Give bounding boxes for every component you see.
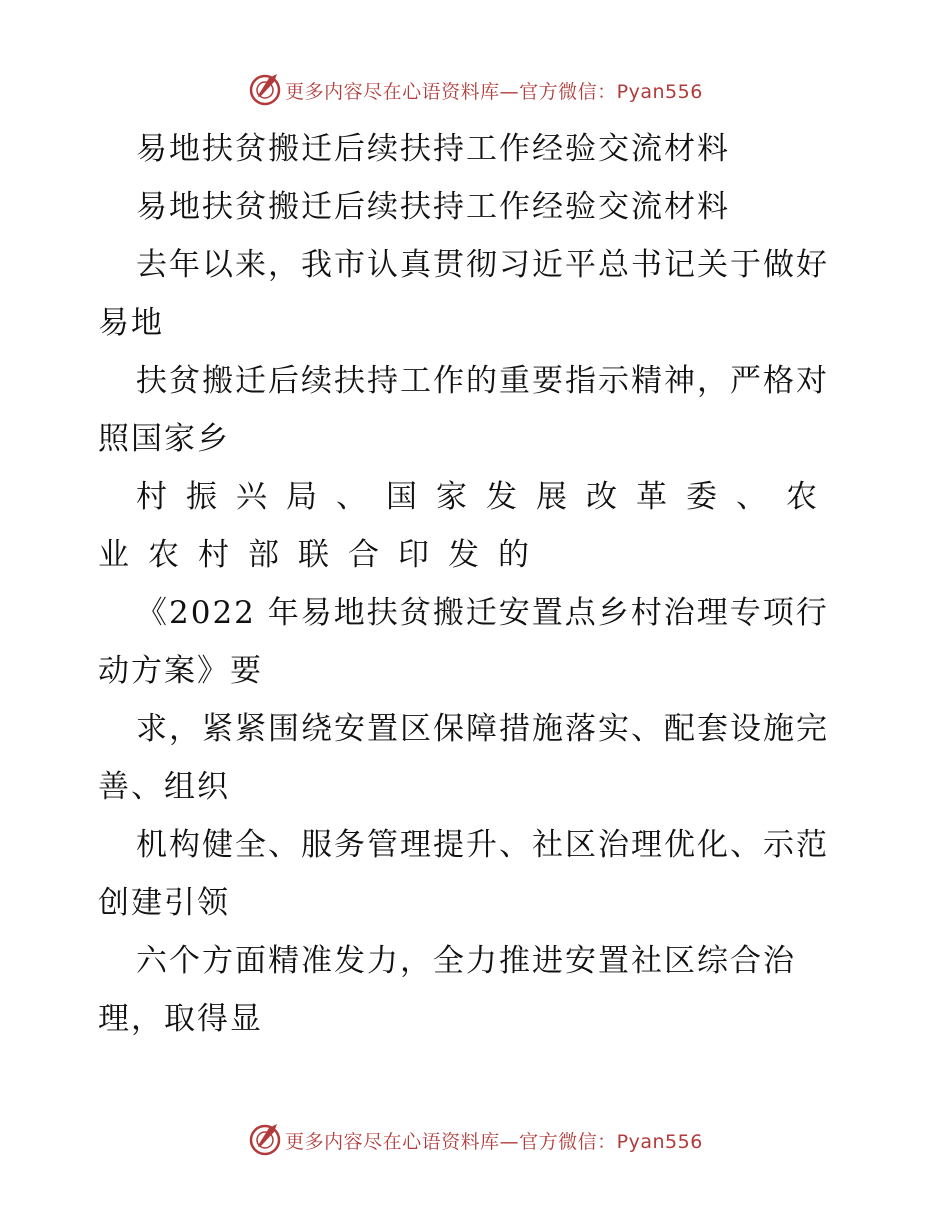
text-line: 照国家乡 [98, 421, 230, 457]
pen-logo-icon [247, 1122, 283, 1158]
text-line: 村振兴局、国家发展改革委、农 [136, 479, 836, 515]
text-line: 易地扶贫搬迁后续扶持工作经验交流材料 [136, 131, 730, 167]
banner-text: 更多内容尽在心语资料库—官方微信：Pyan556 [285, 1130, 703, 1153]
text-line: 易地扶贫搬迁后续扶持工作经验交流材料 [136, 189, 730, 225]
text-line: 创建引领 [98, 885, 230, 921]
text-line: 易地 [98, 305, 164, 341]
banner-text: 更多内容尽在心语资料库—官方微信：Pyan556 [285, 80, 703, 103]
text-line: 去年以来，我市认真贯彻习近平总书记关于做好 [136, 247, 829, 283]
text-line: 善、组织 [98, 769, 230, 805]
footer-banner [0, 1120, 950, 1160]
text-line: 求，紧紧围绕安置区保障措施落实、配套设施完 [136, 711, 829, 747]
text-line: 扶贫搬迁后续扶持工作的重要指示精神，严格对 [136, 363, 829, 399]
document-body [98, 120, 858, 1048]
pen-logo-icon [247, 72, 283, 108]
text-line: 六个方面精准发力，全力推进安置社区综合治 [136, 943, 796, 979]
text-line: 业农村部联合印发的 [98, 537, 548, 573]
text-line: 机构健全、服务管理提升、社区治理优化、示范 [136, 827, 829, 863]
text-line: 动方案》要 [98, 653, 263, 689]
header-banner [0, 70, 950, 110]
text-line: 《2022 年易地扶贫搬迁安置点乡村治理专项行 [136, 595, 829, 631]
text-line: 理，取得显 [98, 1001, 263, 1037]
